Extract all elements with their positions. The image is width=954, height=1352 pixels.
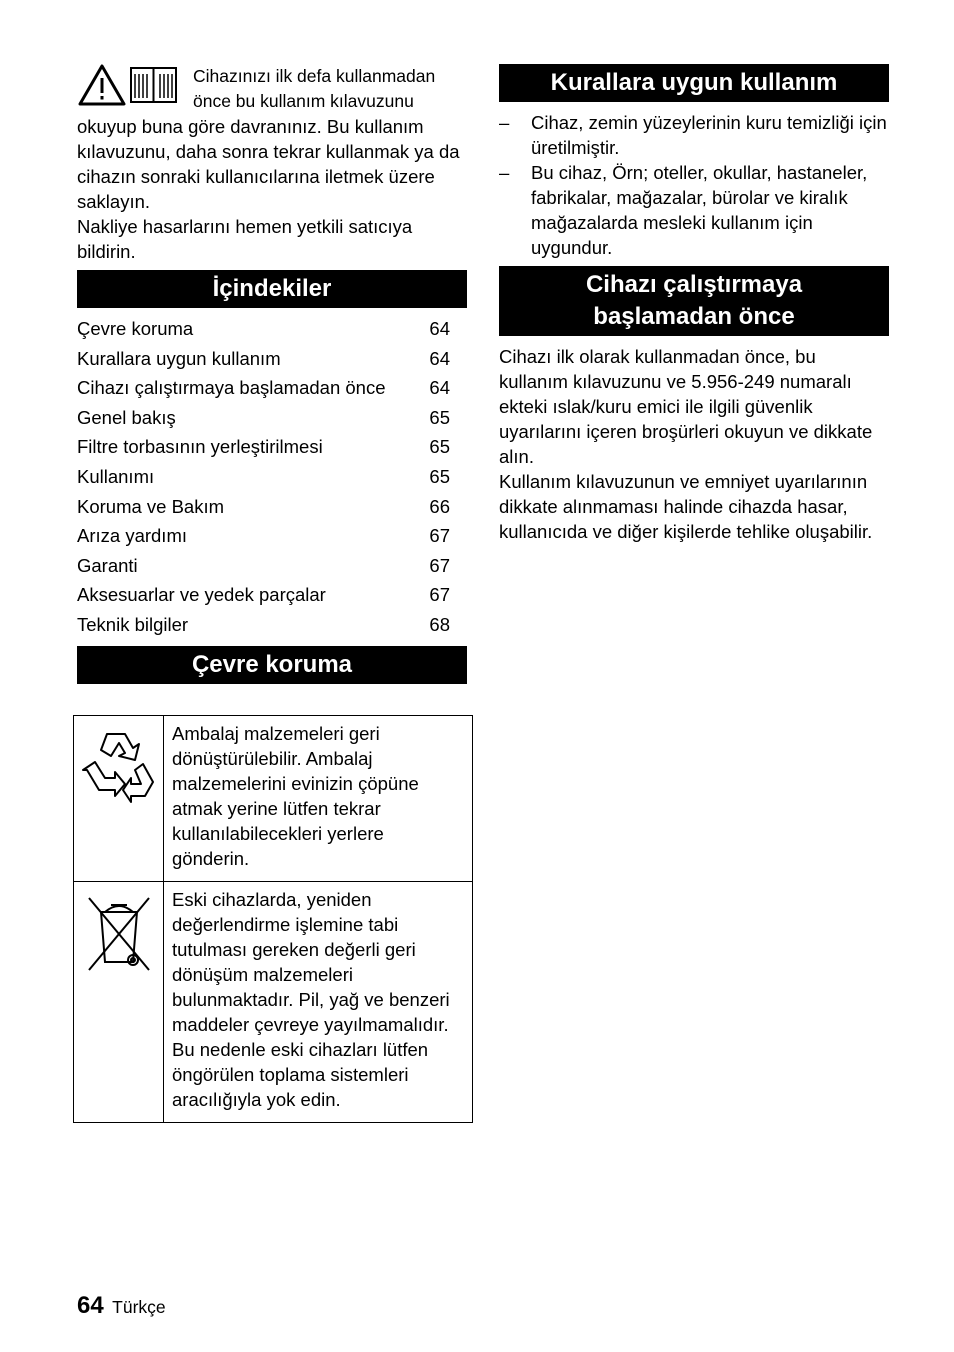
toc-item-page: 64 — [429, 347, 450, 369]
toc-item — [77, 373, 467, 403]
toc-item — [77, 462, 467, 492]
before-start-warning: Kullanım kılavuzunun ve emniyet uyarılarının dikkate alınmaması halinde cihazda hasar, kullanıcıda ve diğer kişilerde tehlike oluşabilir. — [499, 471, 873, 542]
toc-item — [77, 314, 467, 344]
dash-bullet: – — [499, 162, 510, 183]
intro-text: okuyup buna göre davranınız. Bu kullanım kılavuzunu, daha sonra tekrar kullanmak ya da cihazın sonraki kullanıcılarına iletmek üzere saklayın. — [77, 116, 460, 212]
crossed-bin-icon — [81, 892, 157, 974]
dash-bullet: – — [499, 112, 510, 133]
before-start-heading-line-2: başlamadan önce — [593, 303, 795, 330]
list-item-text: Cihaz, zemin yüzeylerinin kuru temizliği için üretilmiştir. — [531, 112, 887, 158]
toc-item — [77, 403, 467, 433]
left-column — [77, 64, 467, 1123]
toc-item — [77, 580, 467, 610]
toc-item-page: 67 — [429, 525, 450, 547]
toc-item — [77, 344, 467, 374]
toc-item-title: Koruma ve Bakım — [77, 495, 225, 517]
list-item — [499, 110, 889, 160]
toc-heading: İçindekiler — [77, 270, 467, 308]
toc-item-title: Teknik bilgiler — [77, 613, 189, 635]
toc-item-title: Çevre koruma — [77, 318, 194, 339]
toc-item — [77, 551, 467, 581]
toc-item-title: Aksesuarlar ve yedek parçalar — [77, 584, 326, 606]
before-start-heading — [499, 266, 889, 336]
toc-list — [77, 314, 467, 640]
proper-use-heading: Kurallara uygun kullanım — [499, 64, 889, 102]
environment-text: Eski cihazlarda, yeniden değerlendirme işlemine tabi tutulması gereken değerli geri dönüşüm malzemeleri bulunmaktadır. Pil, yağ ve benzeri maddeler çevreye yayılmamalıdır. Bu nedenle eski cihazları lütfen öngörülen toplama sistemleri aracılığıyla yok edin. — [164, 881, 473, 1122]
intro-section — [77, 64, 467, 264]
before-start-text: Cihazı ilk olarak kullanmadan önce, bu kullanım kılavuzunu ve 5.956-249 numaralı ekteki ıslak/kuru emici ile ilgili güvenlik uyarılarını içeren broşürleri okuyun ve dikkate alın. — [499, 346, 873, 467]
page-footer — [77, 1292, 166, 1320]
toc-item-page: 65 — [429, 436, 450, 458]
toc-item-title: Arıza yardımı — [77, 525, 187, 547]
list-item-text: Bu cihaz, Örn; oteller, okullar, hastaneler, fabrikalar, mağazalar, bürolar ve kiralık mağazalarda mesleki kullanım için uygundur. — [531, 162, 868, 258]
before-start-heading-line-1: Cihazı çalıştırmaya — [585, 271, 803, 298]
environment-row — [74, 881, 473, 1122]
proper-use-list — [499, 110, 889, 260]
environment-text: Ambalaj malzemeleri geri dönüştürülebilir. Ambalaj malzemelerini evinizin çöpüne atmak yerine lütfen tekrar kullanılabilecekleri yerlere gönderin. — [164, 715, 473, 881]
environment-row — [74, 715, 473, 881]
toc-item — [77, 610, 467, 640]
right-column — [499, 64, 889, 544]
shipping-note: Nakliye hasarlarını hemen yetkili satıcıya bildirin. — [77, 216, 413, 262]
environment-table — [73, 715, 473, 1123]
toc-item-page: 67 — [429, 554, 450, 576]
warning-triangle-icon — [80, 66, 124, 104]
footer-language: Türkçe — [112, 1297, 166, 1317]
toc-item-page: 65 — [429, 465, 450, 487]
toc-item — [77, 432, 467, 462]
environment-icon-cell — [74, 715, 164, 881]
intro-line-1: Cihazınızı ilk defa kullanmadan — [193, 66, 436, 86]
toc-item-title: Kurallara uygun kullanım — [77, 347, 281, 369]
toc-item — [77, 492, 467, 522]
intro-line-2: önce bu kullanım kılavuzunu — [193, 91, 414, 111]
toc-item-title: Filtre torbasının yerleştirilmesi — [77, 436, 323, 458]
toc-item-page: 64 — [429, 377, 450, 399]
list-item — [499, 160, 889, 260]
intro-icons — [77, 64, 189, 108]
manual-book-icon — [131, 68, 176, 102]
toc-item-page: 64 — [429, 318, 450, 339]
toc-item-page: 68 — [429, 613, 450, 635]
environment-icon-cell — [74, 881, 164, 1122]
toc-item-title: Genel bakış — [77, 406, 176, 428]
toc-item-page: 67 — [429, 584, 450, 606]
toc-item-title: Garanti — [77, 554, 138, 576]
toc-item-title: Kullanımı — [77, 465, 155, 487]
toc-item-page: 66 — [429, 495, 450, 517]
recycling-icon — [81, 726, 157, 804]
toc-item-title: Cihazı çalıştırmaya başlamadan önce — [77, 377, 386, 399]
environment-heading: Çevre koruma — [77, 646, 467, 684]
toc-item — [77, 521, 467, 551]
page-number: 64 — [77, 1292, 104, 1319]
toc-item-page: 65 — [429, 406, 450, 428]
